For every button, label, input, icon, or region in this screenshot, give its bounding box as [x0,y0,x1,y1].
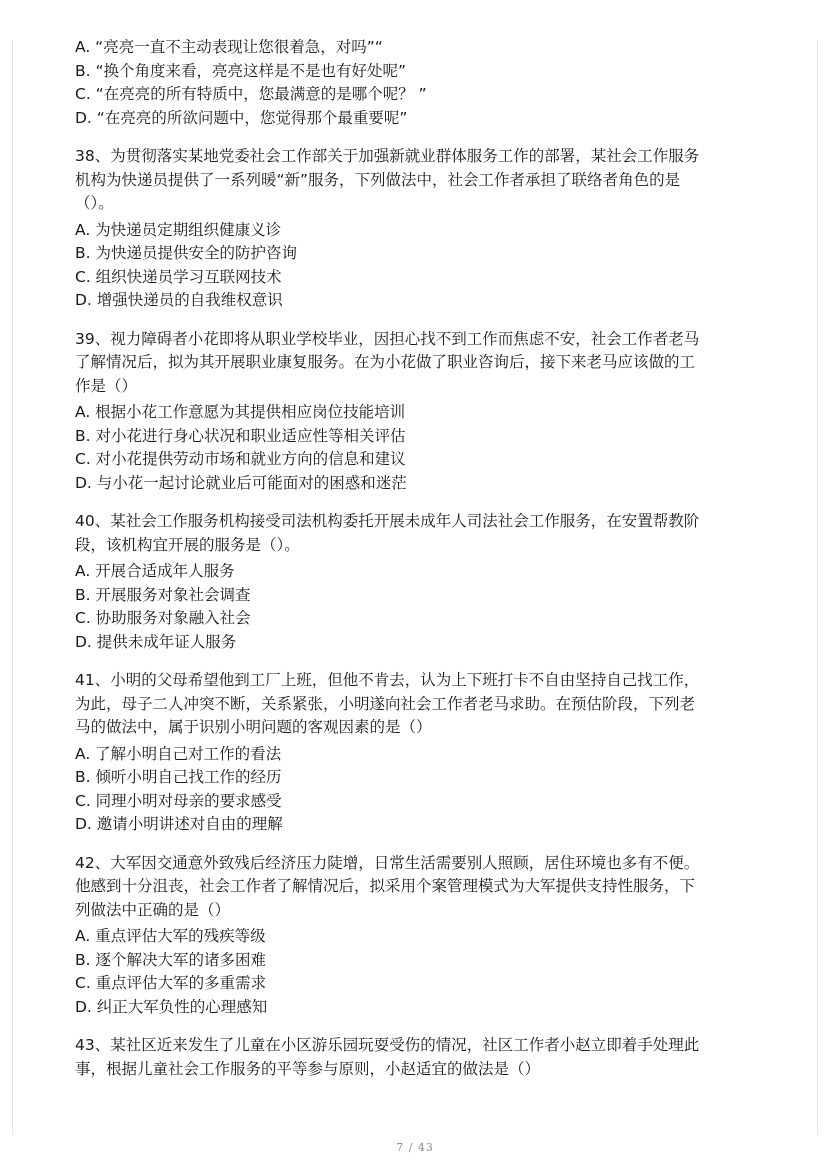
question-39 [75,328,765,496]
page-edge-left [12,40,13,1135]
question-41 [75,669,765,837]
question-line: 列做法中正确的是（） [75,900,231,919]
question-line: 42、大军因交通意外致残后经济压力陡增，日常生活需要别人照顾，居住环境也多有不便。 [75,853,700,872]
question-line: 了解情况后，拟为其开展职业康复服务。在为小花做了职业咨询后，接下来老马应该做的工 [75,353,696,371]
question-text [75,145,765,216]
option-c: C. 对小花提供劳动市场和就业方向的信息和建议 [75,450,406,468]
option-d: D. 纠正大军负性的心理感知 [75,997,268,1016]
question-text [75,669,765,740]
question-line: 为此，母子二人冲突不断，关系紧张，小明遂向社会工作者老马求助。在预估阶段，下列老 [75,694,696,713]
option-c: C. 重点评估大军的多重需求 [75,974,267,992]
option-a: A. 重点评估大军的残疾等级 [75,927,266,945]
previous-question-options [75,36,765,130]
question-40 [75,510,765,654]
question-line: 他感到十分沮丧，社会工作者了解情况后，拟采用个案管理模式为大军提供支持性服务，下 [75,877,696,895]
question-line: 机构为快递员提供了一系列暖“新”服务，下列做法中，社会工作者承担了联络者角色的是 [75,170,681,189]
page-separator: / [408,1141,414,1154]
option-b: B. 倾听小明自己找工作的经历 [75,768,282,786]
question-38 [75,145,765,313]
question-line: 段，该机构宜开展的服务是（）。 [75,535,300,554]
option-d: D. 增强快递员的自我维权意识 [75,291,283,309]
option-a: A. 了解小明自己对工作的看法 [75,744,282,763]
question-line: 43、某社区近来发生了儿童在小区游乐园玩耍受伤的情况，社区工作者小赵立即着手处理此 [75,1036,700,1054]
option-a: A. 为快递员定期组织健康义诊 [75,220,282,239]
option-c: C. 同理小明对母亲的要求感受 [75,791,282,810]
option-c: C. 协助服务对象融入社会 [75,609,251,627]
option-d: D. 邀请小明讲述对自由的理解 [75,815,283,833]
current-page: 7 [396,1141,405,1154]
question-line: 41、小明的父母希望他到工厂上班，但他不肯去，认为上下班打卡不自由坚持自己找工作， [75,671,700,689]
page-edge-right [817,40,818,1135]
question-line: 作是（） [75,376,138,395]
question-line: 38、为贯彻落实某地党委社会工作部关于加强新就业群体服务工作的部署，某社会工作服务 [75,147,700,165]
question-line: 39、视力障碍者小花即将从职业学校毕业，因担心找不到工作而焦虑不安，社会工作者老马 [75,329,700,348]
question-line: 40、某社会工作服务机构接受司法机构委托开展未成年人司法社会工作服务，在安置帮教阶 [75,512,700,530]
question-line: 事，根据儿童社会工作服务的平等参与原则，小赵适宜的做法是（） [75,1059,541,1078]
total-pages: 43 [417,1141,434,1154]
option-b: B. 逐个解决大军的诸多困难 [75,950,266,969]
option-b: B. 对小花进行身心状况和职业适应性等相关评估 [75,426,406,445]
question-text [75,1034,765,1081]
question-text [75,510,765,557]
option-line: C. “在亮亮的所有特质中，您最满意的是哪个呢？ ” [75,85,427,103]
option-line: B. “换个角度来看，亮亮这样是不是也有好处呢” [75,61,407,80]
question-42 [75,852,765,1020]
option-a: A. 根据小花工作意愿为其提供相应岗位技能培训 [75,403,406,421]
option-line: D. “在亮亮的所欲问题中，您觉得那个最重要呢” [75,108,408,127]
option-line: A. “亮亮一直不主动表现让您很着急，对吗”“ [75,38,383,56]
option-a: A. 开展合适成年人服务 [75,562,235,580]
question-43 [75,1034,765,1081]
option-d: D. 提供未成年证人服务 [75,632,237,651]
question-line: （）。 [75,194,114,212]
question-text [75,852,765,923]
option-c: C. 组织快递员学习互联网技术 [75,267,282,286]
option-d: D. 与小花一起讨论就业后可能面对的困惑和迷茫 [75,473,407,492]
question-line: 马的做法中，属于识别小明问题的客观因素的是（） [75,718,432,736]
question-text [75,328,765,399]
page-number-footer [0,1141,830,1154]
option-b: B. 开展服务对象社会调查 [75,585,251,604]
option-b: B. 为快递员提供安全的防护咨询 [75,244,297,262]
page-content [75,36,765,1084]
